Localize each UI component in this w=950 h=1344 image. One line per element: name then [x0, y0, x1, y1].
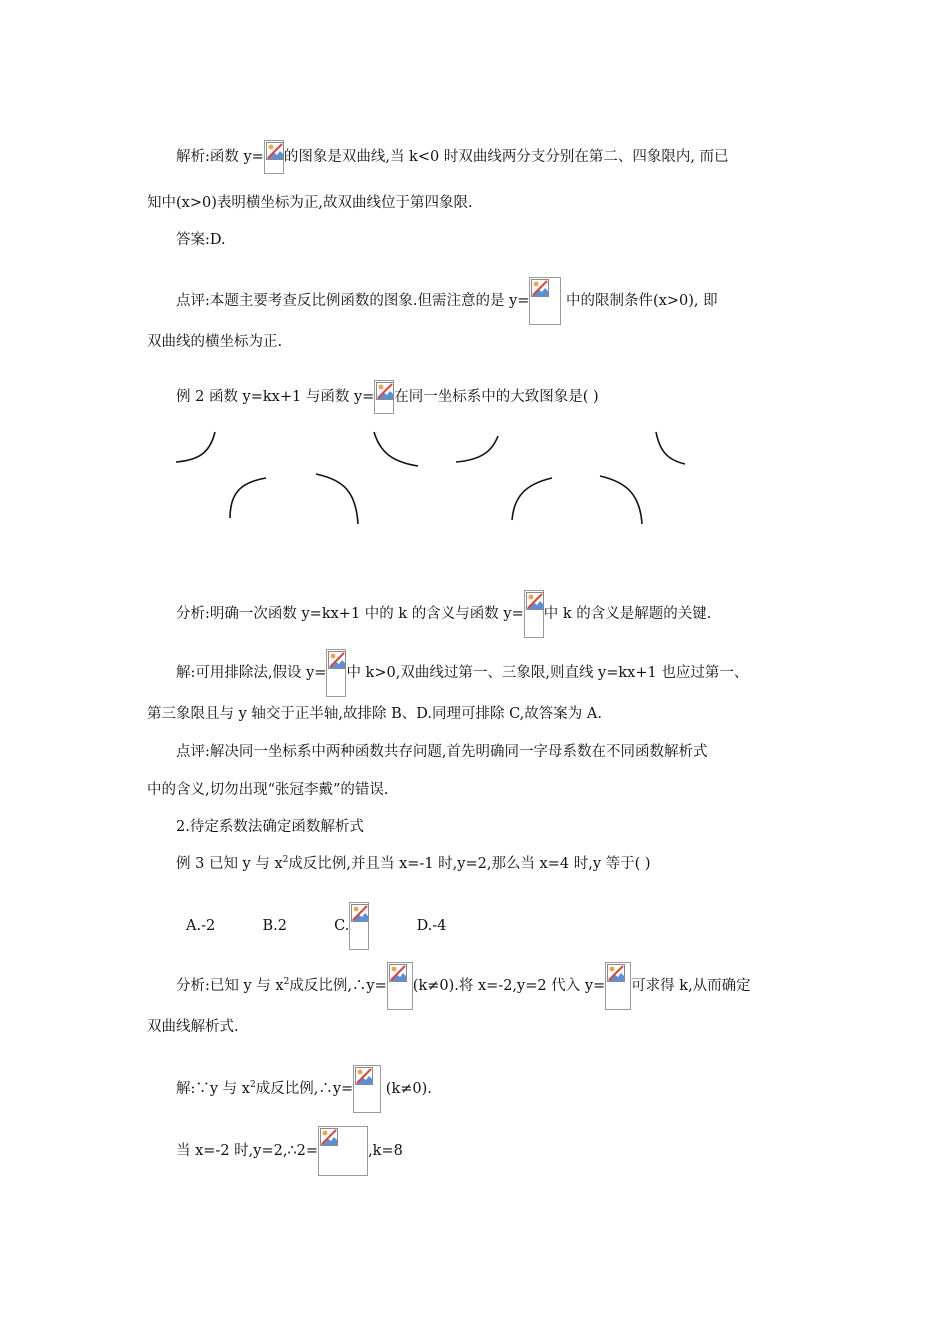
curve-d-upper: [656, 432, 685, 464]
comment-line-2: 双曲线的横坐标为正.: [147, 334, 283, 350]
text: 中 k>0,双曲线过第一、三象限,则直线 y=kx+1 也应过第一、: [346, 665, 749, 681]
options-row: [186, 902, 446, 950]
example3-line: [176, 854, 651, 874]
option-d: D.-4: [416, 918, 447, 934]
text: 解:∵y 与 x: [176, 1081, 250, 1097]
solution3-line-2: [176, 1126, 403, 1176]
solution2-line-2: 第三象限且与 y 轴交于正半轴,故排除 B、D.同理可排除 C,故答案为 A.: [147, 706, 602, 722]
text: 分析:明确一次函数 y=kx+1 中的 k 的含义与函数 y=: [176, 606, 524, 622]
solution2-line-1: [176, 649, 748, 697]
curve-b-upper: [374, 432, 418, 466]
text: 分析:已知 y 与 x: [176, 978, 284, 994]
curve-b-lower: [316, 474, 358, 524]
broken-image-icon: [605, 962, 631, 1010]
broken-image-icon: [349, 902, 369, 950]
superscript: 2: [282, 855, 289, 866]
option-c: C.: [334, 918, 350, 934]
analysis3-line-1: [176, 962, 751, 1010]
text: 点评:本题主要考查反比例函数的图象.但需注意的是 y=: [176, 293, 530, 309]
broken-image-icon: [524, 590, 544, 638]
text: 的图象是双曲线,当 k<0 时双曲线两分支分别在第二、四象限内, 而已: [283, 149, 729, 165]
text: 中的限制条件(x>0), 即: [561, 293, 718, 309]
text: 中 k 的含义是解题的关键.: [543, 606, 712, 622]
text: (k≠0).将 x=-2,y=2 代入 y=: [412, 978, 606, 994]
text: 可求得 k,从而确定: [631, 978, 751, 994]
broken-image-icon: [318, 1126, 368, 1176]
analysis2-line: [176, 590, 711, 638]
superscript: 2: [249, 1080, 256, 1091]
option-a: A.-2: [186, 918, 216, 934]
text: 解析:函数 y=: [176, 149, 264, 165]
broken-image-icon: [326, 649, 346, 697]
option-b: B.2: [262, 918, 287, 934]
curve-c-lower: [512, 478, 552, 520]
analysis3-line-2: 双曲线解析式.: [147, 1019, 239, 1035]
broken-image-icon: [353, 1065, 381, 1113]
text: 在同一坐标系中的大致图象是( ): [394, 389, 599, 405]
superscript: 2: [283, 977, 290, 988]
comment2-line-1: 点评:解决同一坐标系中两种函数共存问题,首先明确同一字母系数在不同函数解析式: [176, 744, 708, 760]
text: 成反比例,∴y=: [289, 978, 387, 994]
text: 解:可用排除法,假设 y=: [176, 665, 327, 681]
broken-image-icon: [387, 962, 413, 1010]
section-heading: 2.待定系数法确定函数解析式: [176, 819, 364, 835]
analysis-line-2: 知中(x>0)表明横坐标为正,故双曲线位于第四象限.: [147, 195, 473, 211]
text: (k≠0).: [381, 1081, 432, 1097]
curve-c-upper: [456, 436, 498, 462]
text: 成反比例,并且当 x=-1 时,y=2,那么当 x=4 时,y 等于( ): [288, 856, 651, 872]
comment2-line-2: 中的含义,切勿出现“张冠李戴”的错误.: [147, 782, 389, 798]
answer-line: 答案:D.: [176, 232, 226, 248]
solution3-line-1: [176, 1065, 432, 1113]
text: 例 2 函数 y=kx+1 与函数 y=: [176, 389, 375, 405]
text: ,k=8: [368, 1143, 403, 1159]
curve-a-lower: [230, 478, 266, 518]
text: 成反比例,∴y=: [255, 1081, 354, 1097]
text: 例 3 已知 y 与 x: [176, 856, 283, 872]
curve-a-upper: [176, 432, 215, 462]
text: 当 x=-2 时,y=2,∴2=: [176, 1143, 319, 1159]
curve-d-lower: [600, 476, 642, 524]
